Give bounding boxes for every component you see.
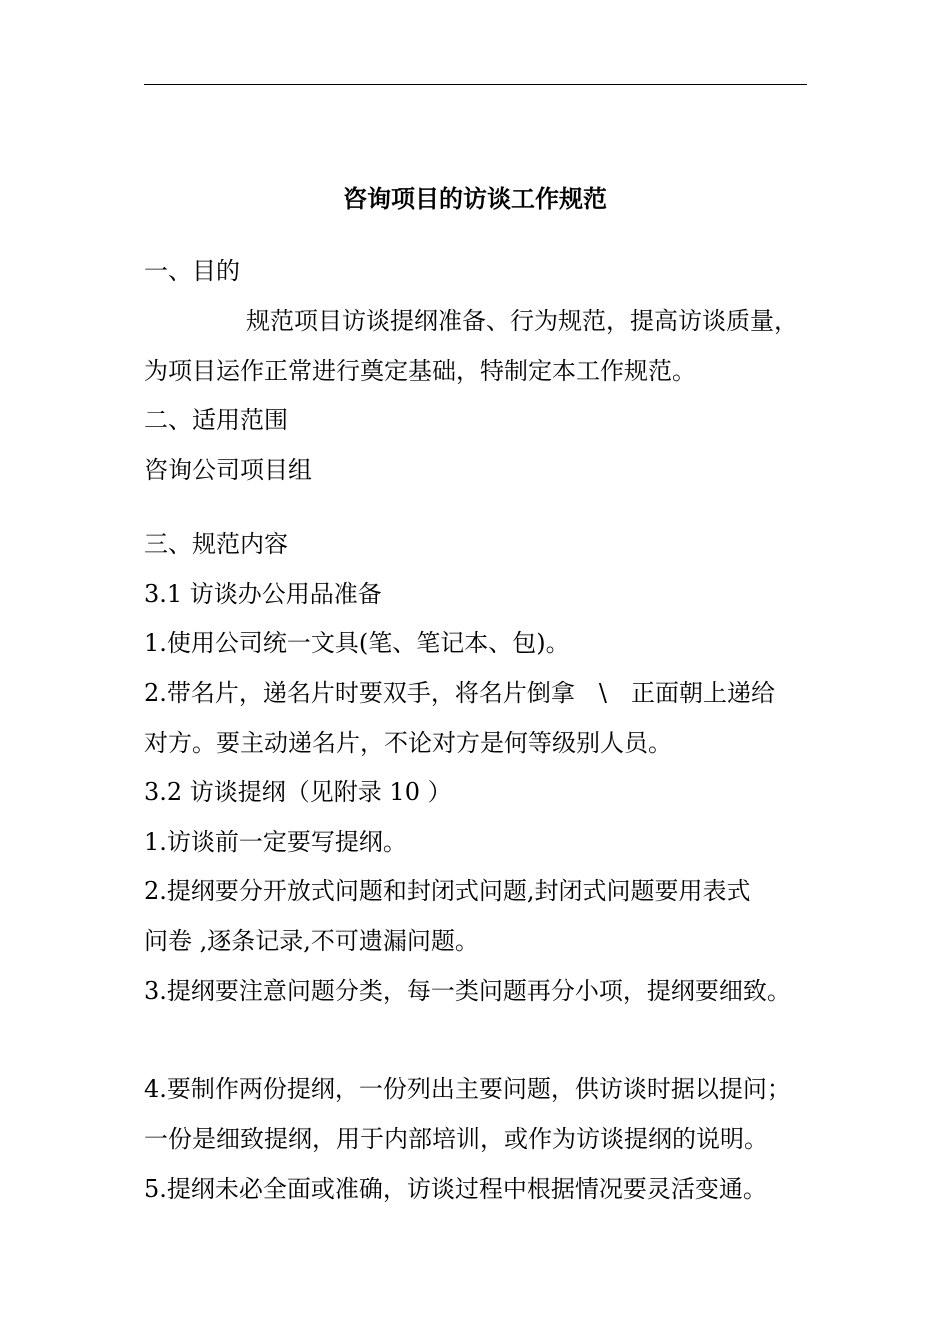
list-item-continuation: 对方。要主动递名片，不论对方是何等级别人员。 xyxy=(144,729,672,757)
list-item-continuation: 一份是细致提纲，用于内部培训，或作为访谈提纲的说明。 xyxy=(144,1125,768,1153)
section-heading-purpose: 一、目的 xyxy=(144,257,240,285)
list-item: 2.提纲要分开放式问题和封闭式问题,封闭式问题要用表式 xyxy=(144,877,751,905)
paragraph-line: 咨询公司项目组 xyxy=(144,456,312,484)
list-item: 1.使用公司统一文具(笔、笔记本、包)。 xyxy=(144,629,570,657)
list-item: 5.提纲未必全面或准确，访谈过程中根据情况要灵活变通。 xyxy=(144,1175,767,1203)
section-heading-scope: 二、适用范围 xyxy=(144,406,288,434)
paragraph-line: 为项目运作正常进行奠定基础，特制定本工作规范。 xyxy=(144,357,696,385)
list-item: 2.带名片，递名片时要双手，将名片倒拿 \ 正面朝上递给 xyxy=(144,679,775,707)
list-item: 3.提纲要注意问题分类，每一类问题再分小项，提纲要细致。 xyxy=(144,977,791,1005)
list-item-continuation: 问卷 ,逐条记录,不可遗漏问题。 xyxy=(144,927,479,955)
subsection-heading: 3.1 访谈办公用品准备 xyxy=(144,580,382,608)
paragraph-line: 规范项目访谈提纲准备、行为规范，提高访谈质量， xyxy=(246,307,798,335)
subsection-heading: 3.2 访谈提纲（见附录 10 ） xyxy=(144,778,452,806)
document-title: 咨询项目的访谈工作规范 xyxy=(343,184,607,213)
section-heading-content: 三、规范内容 xyxy=(144,530,288,558)
list-item: 1.访谈前一定要写提纲。 xyxy=(144,828,407,856)
list-item: 4.要制作两份提纲，一份列出主要问题，供访谈时据以提问； xyxy=(144,1075,791,1103)
header-rule xyxy=(144,84,807,85)
